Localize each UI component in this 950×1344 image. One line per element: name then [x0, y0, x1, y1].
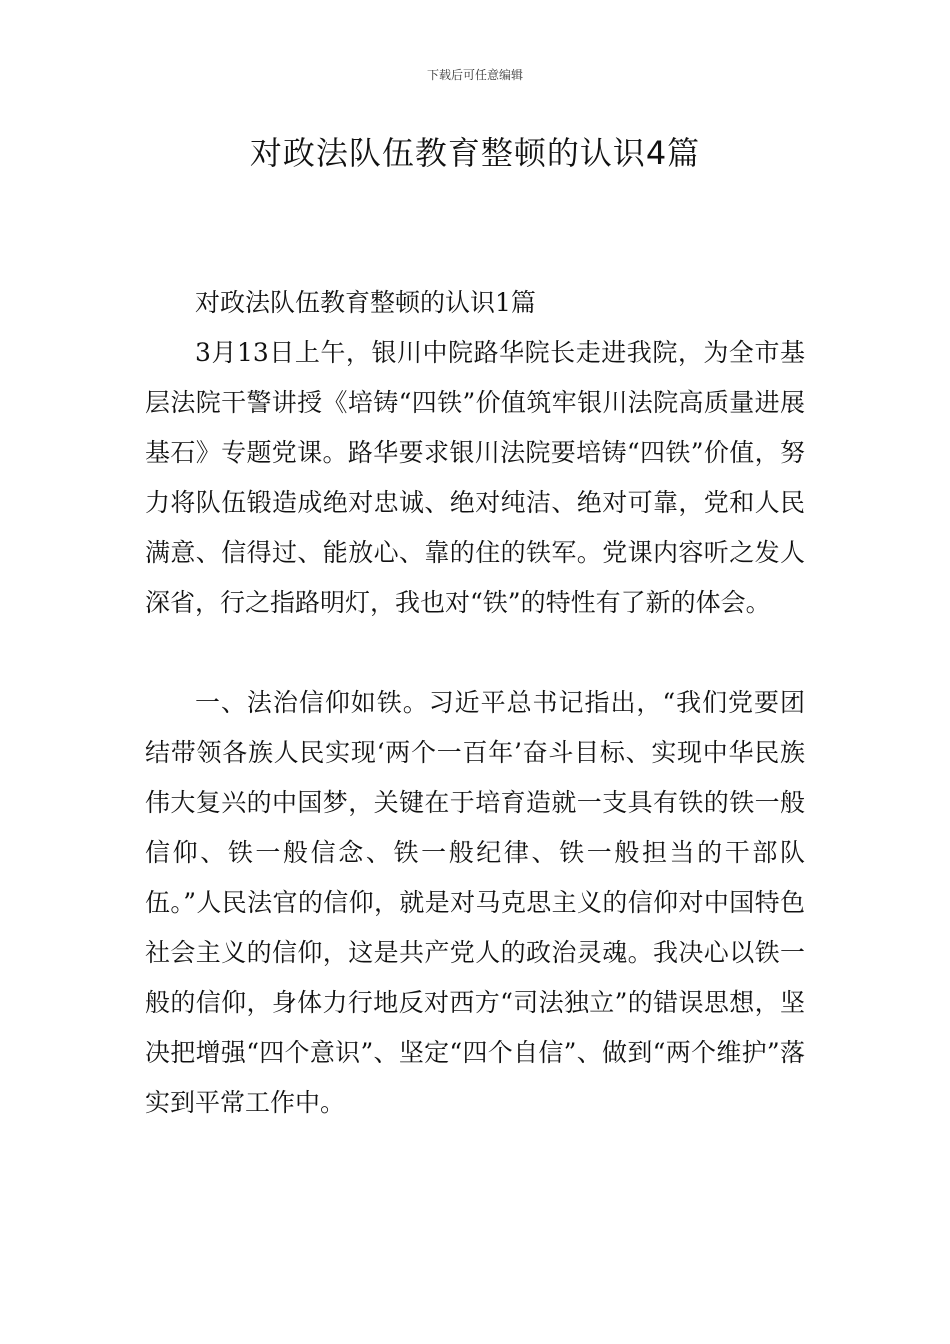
paragraph-intro: 3月13日上午，银川中院路华院长走进我院，为全市基层法院干警讲授《培铸“四铁”价值筑牢银川法院高质量进展基石》专题党课。路华要求银川法院要培铸“四铁”价值，努力将队伍锻造成绝对忠诚、绝对纯洁、绝对可靠，党和人民满意、信得过、能放心、靠的住的铁军。党课内容听之发人深省，行之指路明灯，我也对“铁”的特性有了新的体会。 — [145, 338, 805, 617]
header-note: 下载后可任意编辑 — [426, 68, 523, 82]
document-title: 对政法队伍教育整顿的认识4篇 — [249, 134, 701, 172]
document-body — [145, 278, 805, 1128]
paragraph-section-one: 一、法治信仰如铁。习近平总书记指出，“我们党要团结带领各族人民实现‘两个一百年’奋斗目标、实现中华民族伟大复兴的中国梦，关键在于培育造就一支具有铁的铁一般信仰、铁一般信念、铁一般纪律、铁一般担当的干部队伍。”人民法官的信仰，就是对马克思主义的信仰对中国特色社会主义的信仰，这是共产党人的政治灵魂。我决心以铁一般的信仰，身体力行地反对西方“司法独立”的错误思想，坚决把增强“四个意识”、坚定“四个自信”、做到“两个维护”落实到平常工作中。 — [145, 688, 805, 1117]
section-heading-1: 对政法队伍教育整顿的认识1篇 — [195, 288, 536, 317]
